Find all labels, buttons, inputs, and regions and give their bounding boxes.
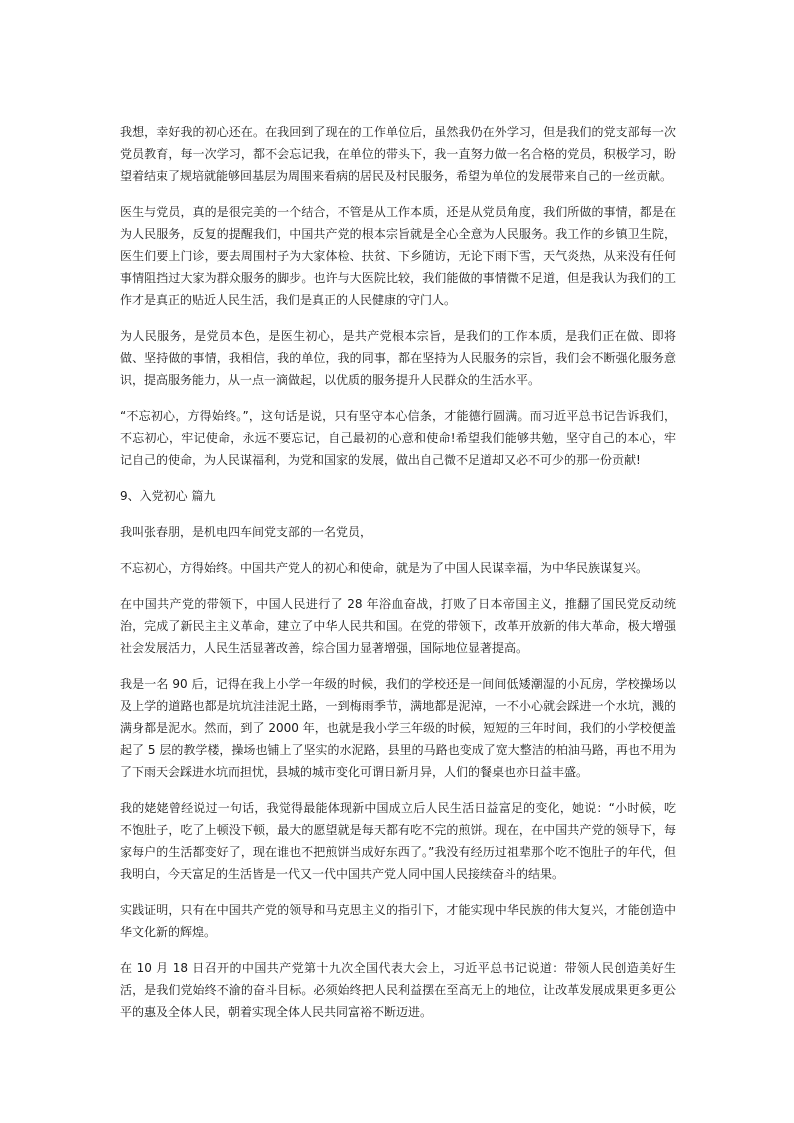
paragraph-doctor-and-party-member: 医生与党员，真的是很完美的一个结合，不管是从工作本质，还是从党员角度，我们所做的事情，都是在为人民服务，反复的提醒我们，中国共产党的根本宗旨就是全心全意为人民服务。我工作的乡镇卫生院，医生们要上门诊，要去周围村子为大家体检、扶贫、下乡随访，无论下雨下雪，天气炎热，从来没有任何事情阻挡过大家为群众服务的脚步。也许与大医院比较，我们能做的事情微不足道，但是我认为我们的工作才是真正的贴近人民生活，我们是真正的人民健康的守门人。 [120, 205, 676, 307]
paragraph-serve-the-people: 为人民服务，是党员本色，是医生初心，是共产党根本宗旨，是我们的工作本质，是我们正在做、即将做、坚持做的事情，我相信，我的单位，我的同事，都在坚持为人民服务的宗旨，我们会不断强化服务意识，提高服务能力，从一点一滴做起，以优质的服务提升人民群众的生活水平。 [120, 329, 676, 387]
paragraph-practice-proves: 实践证明，只有在中国共产党的领导和马克思主义的指引下，才能实现中华民族的伟大复兴，才能创造中华文化新的辉煌。 [120, 903, 676, 939]
paragraph-never-forget-original-aspiration: “不忘初心，方得始终。”，这句话是说，只有坚守本心信条，才能德行圆满。而习近平总书记告诉我们，不忘初心，牢记使命，永远不要忘记，自己最初的心意和使命!希望我们能够共勉，坚守自己的本心，牢记自己的使命，为人民谋福利，为党和国家的发展，做出自己微不足道却又必不可少的那一份贡献! [120, 409, 676, 467]
paragraph-initial-heart: 我想，幸好我的初心还在。在我回到了现在的工作单位后，虽然我仍在外学习，但是我们的党支部每一次党员教育，每一次学习，都不会忘记我，在单位的带头下，我一直努力做一名合格的党员，积极学习，盼望着结束了规培就能够回基层为周围来看病的居民及村民服务，希望为单位的发展带来自己的一丝贡献。 [120, 125, 676, 183]
paragraph-childhood-memories: 我是一名 90 后，记得在我上小学一年级的时候，我们的学校还是一间间低矮潮湿的小瓦房，学校操场以及上学的道路也都是坑坑洼洼泥土路，一到梅雨季节，满地都是泥淖，一不小心就会踩进一个水坑，溅的满身都是泥水。然而，到了 2000 年，也就是我小学三年级的时候，短短的三年时间，我们的小学校便盖起了 5 层的教学楼，操场也铺上了坚实的水泥路，县里的马路也变成了宽大整洁的柏油马路，再也不用为了下雨天会踩进水坑而担忧，县城的城市变化可谓日新月异，人们的餐桌也亦日益丰盛。 [120, 677, 676, 779]
document-body [120, 121, 676, 1037]
paragraph-party-leadership: 在中国共产党的带领下，中国人民进行了 28 年浴血奋战，打败了日本帝国主义，推翻了国民党反动统治，完成了新民主主义革命，建立了中华人民共和国。在党的带领下，改革开放新的伟大革命，极大增强社会发展活力，人民生活显著改善，综合国力显著增强，国际地位显著提高。 [120, 597, 676, 655]
paragraph-self-introduction: 我叫张春朋，是机电四车间党支部的一名党员， [120, 525, 373, 539]
paragraph-nineteenth-congress: 在 10 月 18 日召开的中国共产党第十九次全国代表大会上，习近平总书记说道：带领人民创造美好生活，是我们党始终不渝的奋斗目标。必须始终把人民利益摆在至高无上的地位，让改革发展成果更多更公平的惠及全体人民，朝着实现全体人民共同富裕不断迈进。 [120, 961, 676, 1019]
paragraph-mission: 不忘初心，方得始终。中国共产党人的初心和使命，就是为了中国人民谋幸福，为中华民族谋复兴。 [120, 561, 649, 575]
section-heading: 9、入党初心 篇九 [120, 489, 216, 503]
paragraph-grandmother-quote: 我的姥姥曾经说过一句话，我觉得最能体现新中国成立后人民生活日益富足的变化，她说：“小时候，吃不饱肚子，吃了上顿没下顿，最大的愿望就是每天都有吃不完的煎饼。现在，在中国共产党的领导下，每家每户的生活都变好了，现在谁也不把煎饼当成好东西了。”我没有经历过祖辈那个吃不饱肚子的年代，但我明白，今天富足的生活皆是一代又一代中国共产党人同中国人民接续奋斗的结果。 [120, 801, 676, 881]
